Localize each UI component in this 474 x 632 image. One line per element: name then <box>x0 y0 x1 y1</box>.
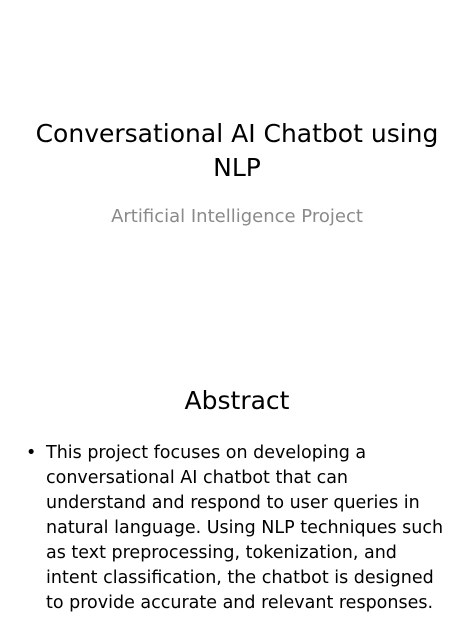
bullet-item <box>22 441 448 616</box>
bullet-icon: • <box>26 443 37 463</box>
abstract-heading: Abstract <box>184 386 290 415</box>
abstract-bullet-list <box>22 441 448 616</box>
bullet-text: This project focuses on developing a conversational AI chatbot that can understand and respond to user queries in natural language. Using NLP techniques such as text preprocessing, tokenization, and intent classification, the chatbot is designed to provide accurate and relevant responses. <box>46 443 444 613</box>
slide-title: Conversational AI Chatbot using NLP <box>35 119 439 182</box>
slide-subtitle: Artificial Intelligence Project <box>111 206 363 227</box>
abstract-slide <box>0 340 474 632</box>
